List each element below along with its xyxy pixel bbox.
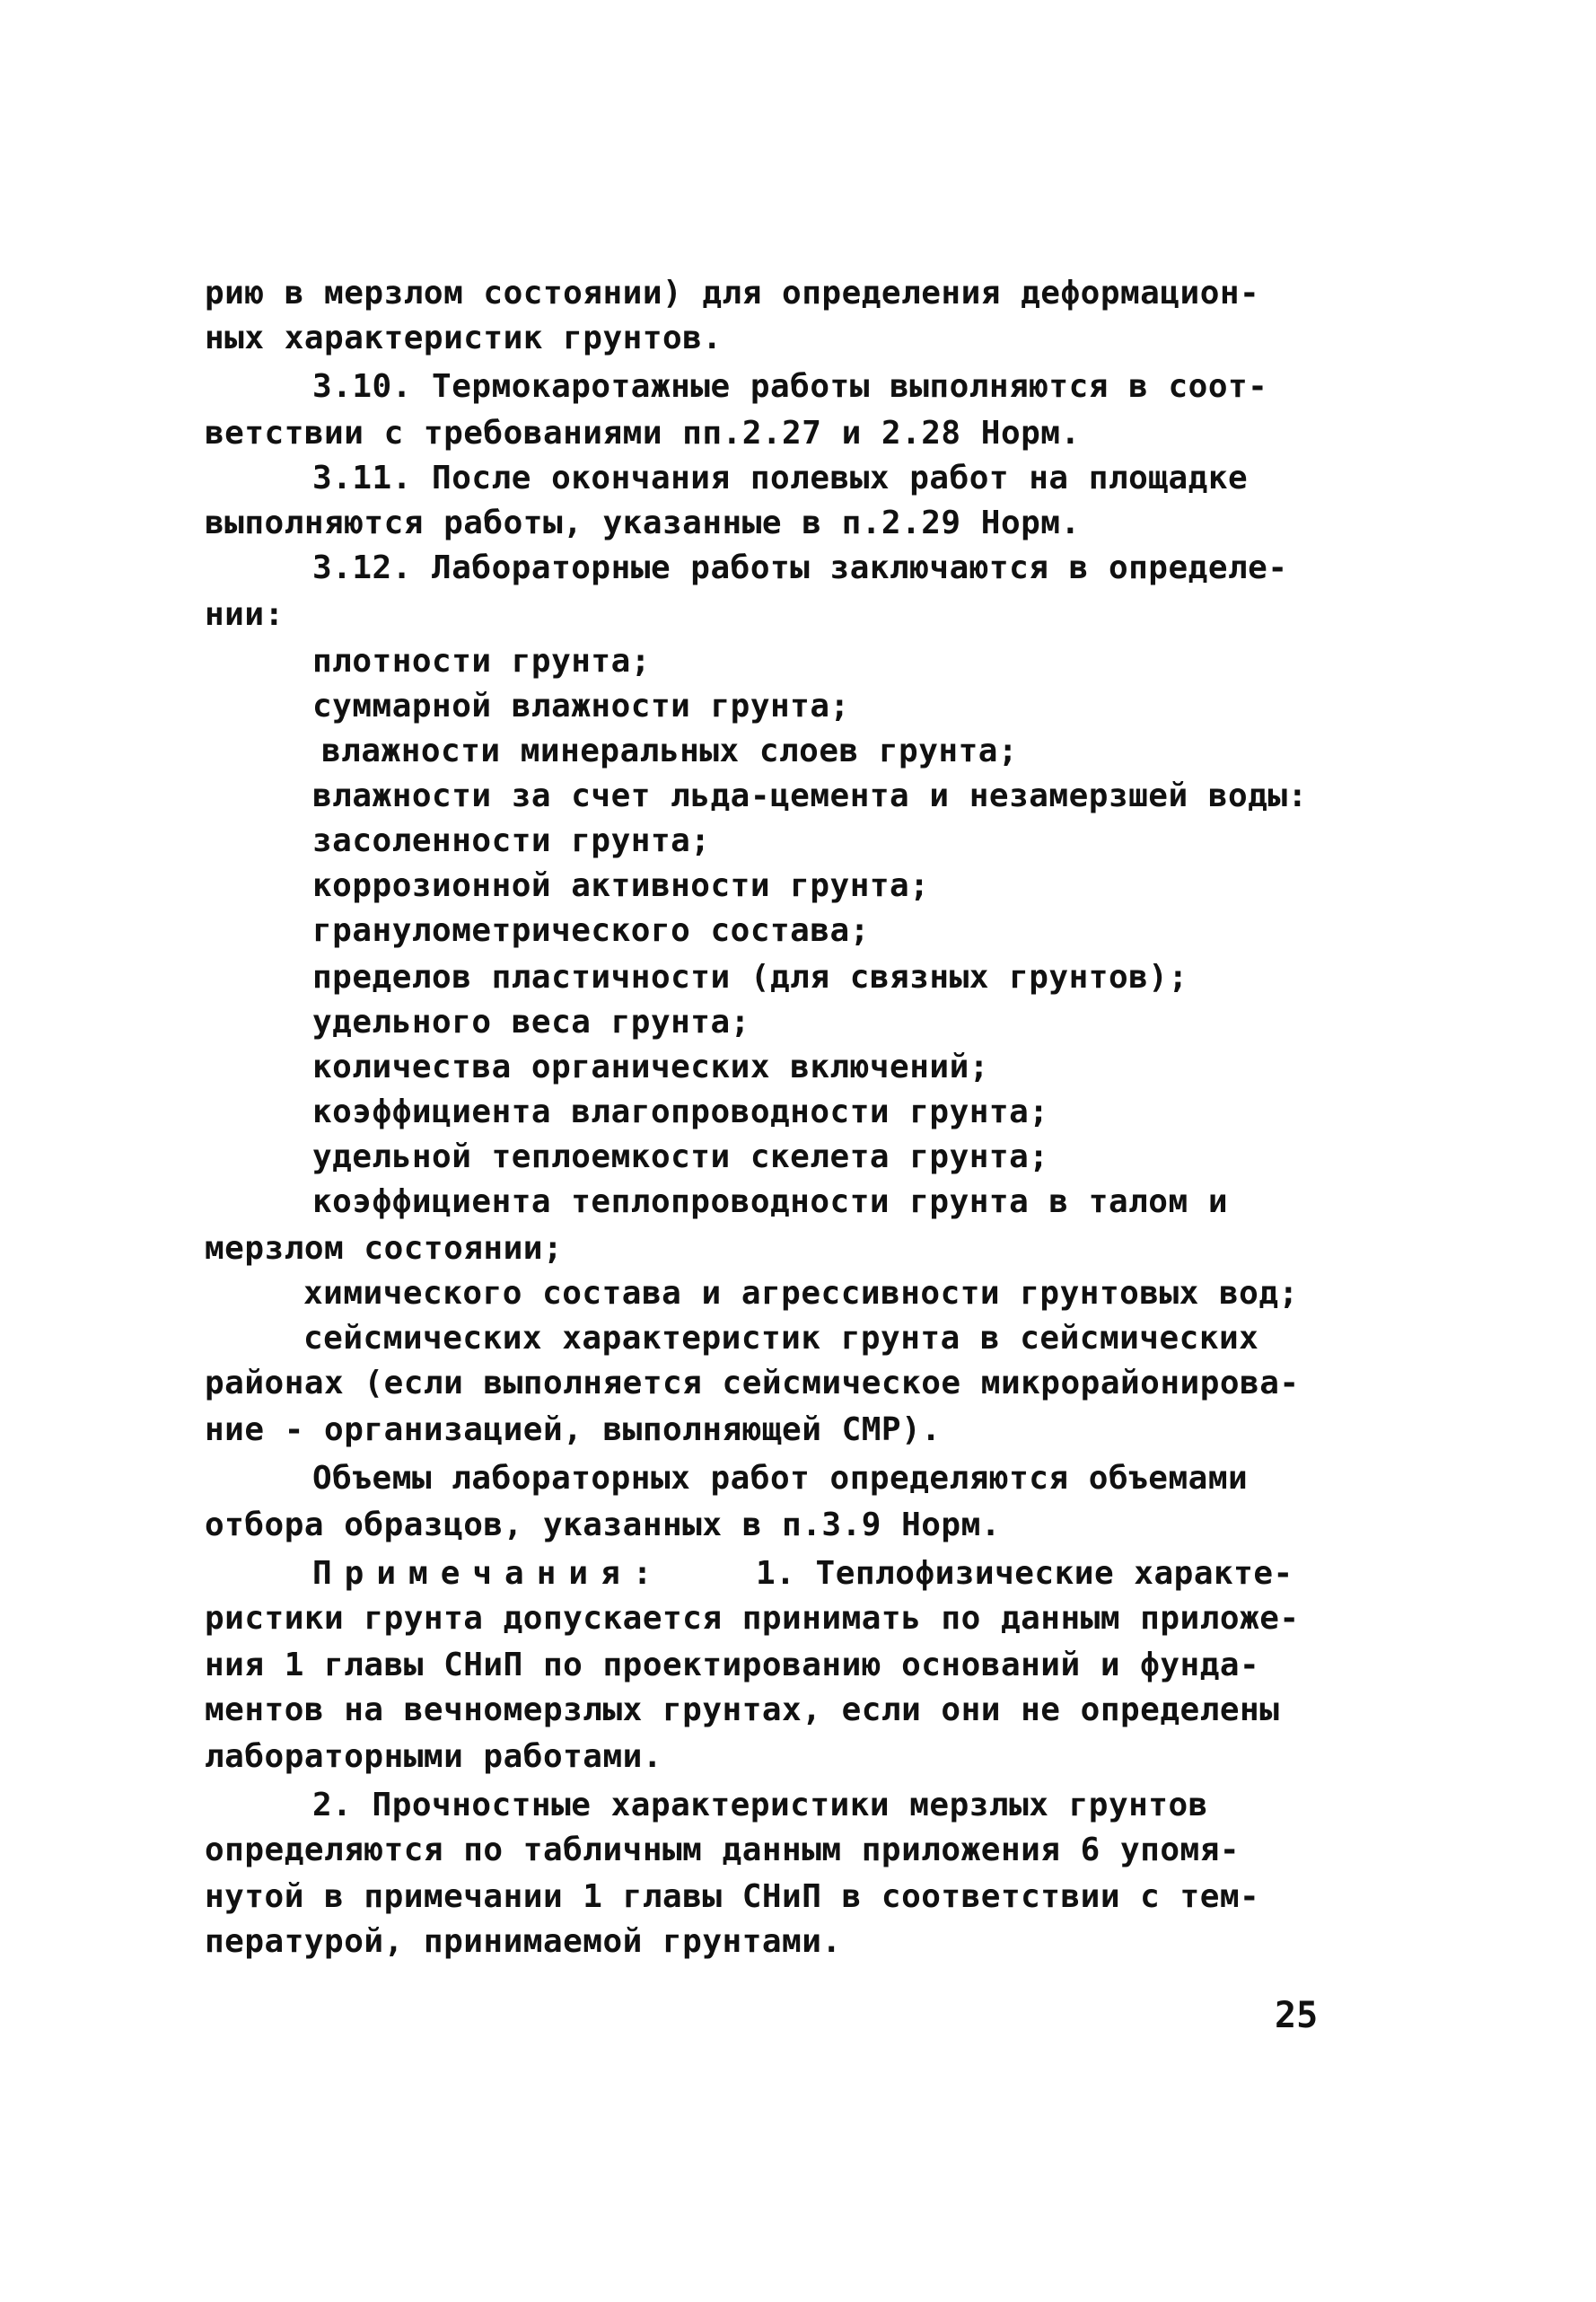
- text-line: нутой в примечании 1 главы СНиП в соответствии с тем-: [205, 1878, 1260, 1915]
- list-item: количества органических включений;: [312, 1049, 989, 1085]
- list-item: гранулометрического состава;: [312, 912, 870, 949]
- text-line: пературой, принимаемой грунтами.: [205, 1923, 842, 1960]
- list-item: влажности минеральных слоев грунта;: [321, 733, 1019, 769]
- text-line: ментов на вечномерзлых грунтах, если они не определены: [205, 1691, 1280, 1728]
- text-line: 3.10. Термокаротажные работы выполняются в соот-: [312, 368, 1268, 405]
- list-item: суммарной влажности грунта;: [312, 688, 850, 725]
- text-line: рию в мерзлом состоянии) для определения деформацион-: [205, 275, 1260, 312]
- list-item: плотности грунта;: [312, 643, 651, 680]
- text-line: нии:: [205, 596, 285, 633]
- list-item: коэффициента влагопроводности грунта;: [312, 1094, 1049, 1130]
- list-item: удельного веса грунта;: [312, 1004, 750, 1041]
- text-line: мерзлом состоянии;: [205, 1230, 564, 1267]
- text-line: 3.12. Лабораторные работы заключаются в определе-: [312, 549, 1288, 586]
- text-line: 1. Теплофизические характе-: [756, 1555, 1293, 1592]
- list-item: коэффициента теплопроводности грунта в талом и: [312, 1183, 1228, 1220]
- text-line: определяются по табличным данным приложения 6 упомя-: [205, 1832, 1241, 1868]
- text-line: отбора образцов, указанных в п.3.9 Норм.: [205, 1507, 1001, 1543]
- list-item: коррозионной активности грунта;: [312, 867, 930, 904]
- list-item: засоленности грунта;: [312, 822, 711, 859]
- text-line: лабораторными работами.: [205, 1738, 662, 1775]
- page-number: 25: [1275, 1995, 1319, 2036]
- text-line: ристики грунта допускается принимать по данным приложе-: [205, 1600, 1300, 1637]
- list-item: пределов пластичности (для связных грунтов);: [312, 959, 1188, 996]
- text-line: ных характеристик грунтов.: [205, 320, 723, 356]
- note-heading: Примечания:: [312, 1555, 665, 1592]
- text-line: районах (если выполняется сейсмическое микрорайонирова-: [205, 1365, 1300, 1401]
- text-line: 2. Прочностные характеристики мерзлых грунтов: [312, 1787, 1208, 1823]
- list-item: химического состава и агрессивности грунтовых вод;: [303, 1275, 1299, 1312]
- text-line: ния 1 главы СНиП по проектированию оснований и фунда-: [205, 1647, 1260, 1683]
- text-line: ветствии с требованиями пп.2.27 и 2.28 Норм.: [205, 415, 1081, 452]
- text-line: выполняются работы, указанные в п.2.29 Норм.: [205, 505, 1081, 541]
- text-line: 3.11. После окончания полевых работ на площадке: [312, 460, 1249, 496]
- list-item: сейсмических характеристик грунта в сейсмических: [303, 1320, 1259, 1357]
- list-item: удельной теплоемкости скелета грунта;: [312, 1138, 1049, 1175]
- list-item: влажности за счет льда-цемента и незамерзшей воды:: [312, 778, 1308, 814]
- text-line: ние - организацией, выполняющей СМР).: [205, 1411, 942, 1448]
- text-line: Объемы лабораторных работ определяются объемами: [312, 1460, 1249, 1497]
